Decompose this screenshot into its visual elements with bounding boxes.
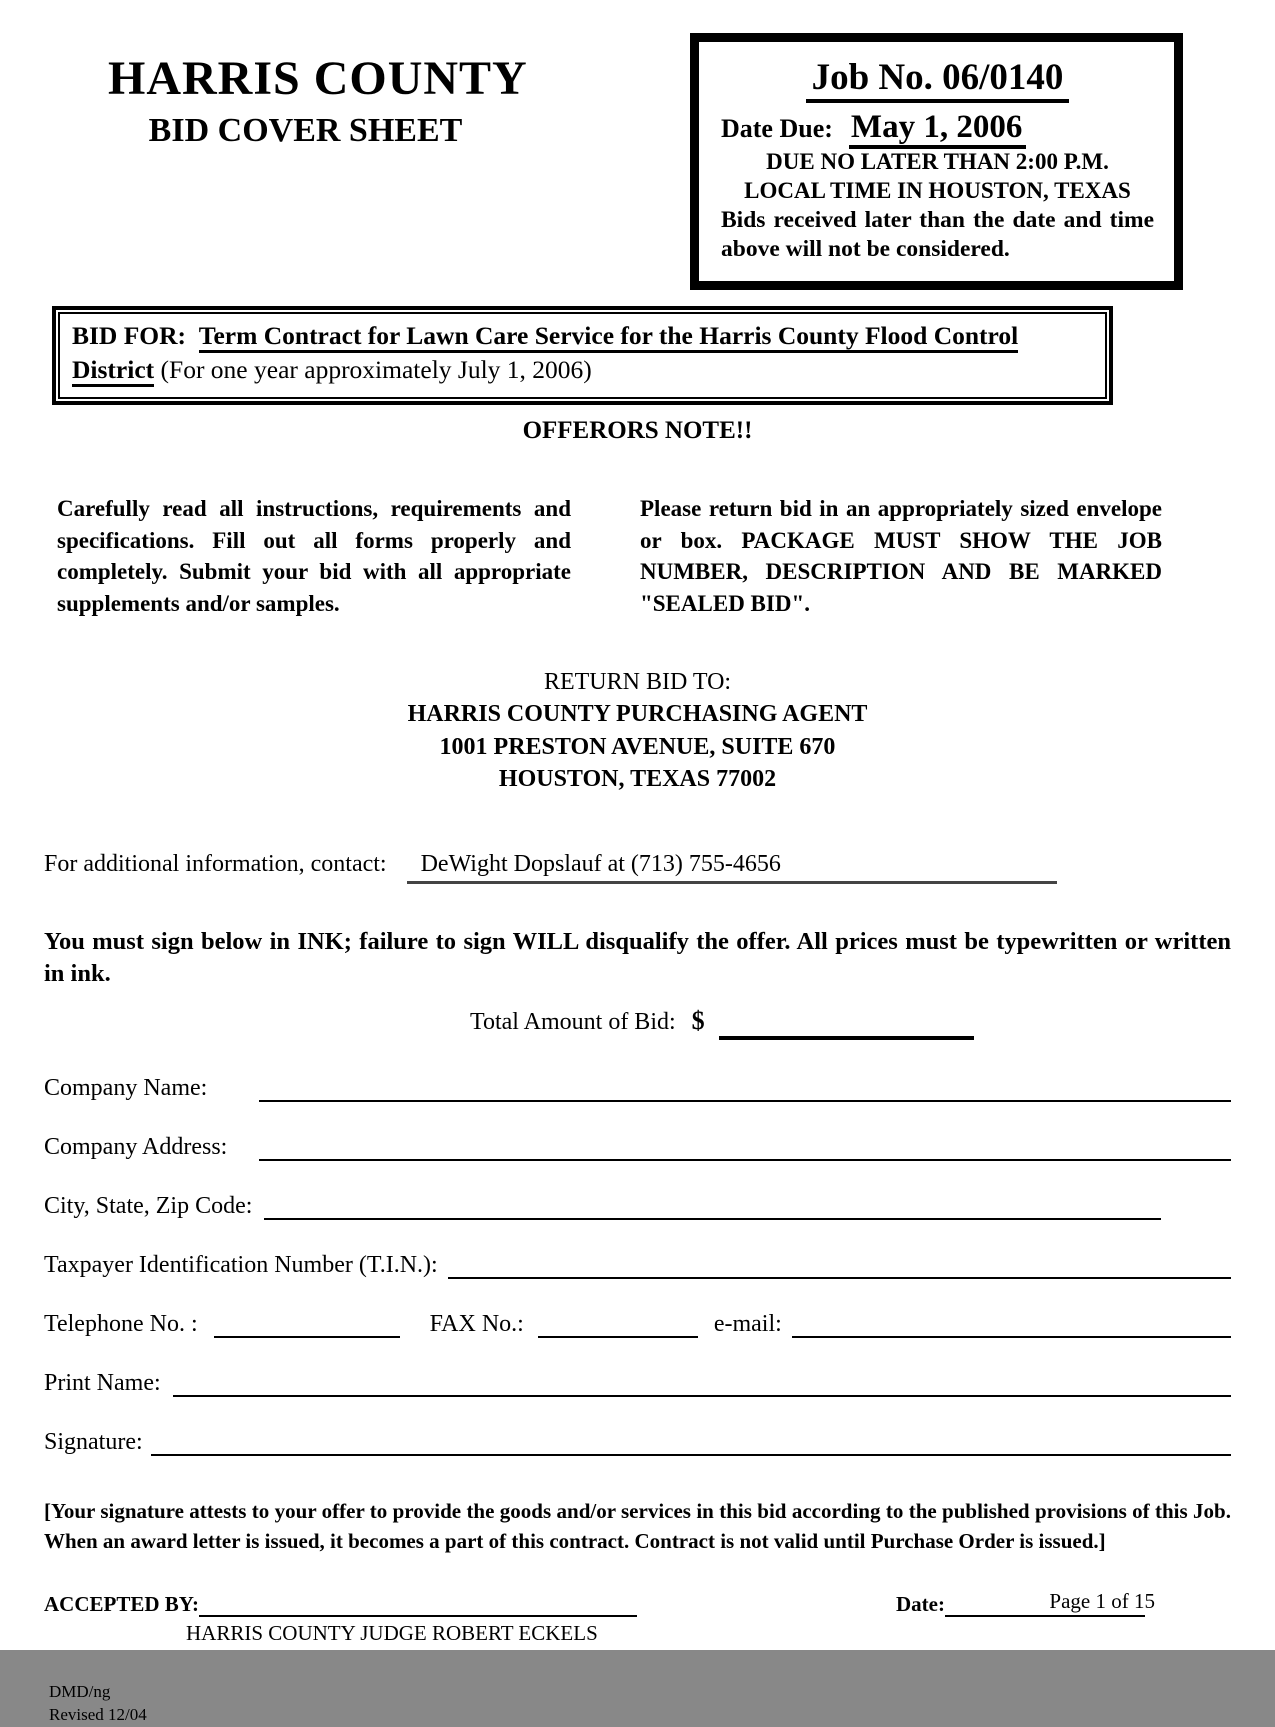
return-bid-block [0, 666, 1275, 796]
page-header [0, 33, 1275, 290]
acceptance-date-label: Date: [896, 1591, 945, 1616]
dollar-sign: $ [691, 1006, 705, 1036]
date-due-label: Date Due: [721, 114, 833, 143]
total-bid-label: Total Amount of Bid: [470, 1009, 676, 1036]
job-number-box [690, 33, 1183, 290]
due-time-line-2: LOCAL TIME IN HOUSTON, TEXAS [744, 178, 1131, 203]
contract-title: Term Contract for Lawn Care Service for the Harris County Flood Control District [72, 321, 1018, 387]
city-state-zip-label: City, State, Zip Code: [44, 1192, 253, 1219]
company-name-label: Company Name: [44, 1074, 208, 1101]
tin-row [44, 1249, 1231, 1279]
signature-row [44, 1426, 1231, 1456]
bidder-form [0, 1072, 1275, 1456]
print-name-label: Print Name: [44, 1369, 161, 1396]
contract-duration: (For one year approximately July 1, 2006) [160, 355, 592, 385]
company-name-input[interactable] [259, 1072, 1231, 1102]
document-footer [49, 1680, 1275, 1727]
acceptance-row [44, 1590, 1145, 1616]
company-address-input[interactable] [259, 1131, 1231, 1161]
accepted-by-signature-input[interactable] [199, 1590, 637, 1616]
email-label: e-mail: [713, 1310, 782, 1337]
contact-value: DeWight Dopslauf at (713) 755-4656 [407, 851, 1057, 884]
job-number: Job No. 06/0140 [721, 56, 1154, 99]
offerors-note-heading: OFFERORS NOTE!! [522, 416, 753, 444]
bid-for-box [52, 306, 1113, 405]
total-bid-input[interactable] [719, 1010, 974, 1040]
fax-label: FAX No.: [429, 1310, 524, 1337]
company-address-row [44, 1131, 1231, 1161]
total-bid-row [470, 1006, 1275, 1040]
contact-label: For additional information, contact: [44, 851, 387, 878]
email-input[interactable] [792, 1308, 1231, 1338]
company-name-row [44, 1072, 1231, 1102]
city-state-zip-row [44, 1190, 1231, 1220]
revision-mark: Revised 12/04 [49, 1705, 147, 1725]
bid-for-label: BID FOR: [72, 321, 187, 350]
city-state-zip-input[interactable] [264, 1190, 1161, 1220]
prepared-by-initials: DMD/ng [49, 1681, 111, 1701]
page-indicator: Page 1 of 15 [1049, 1589, 1155, 1613]
telephone-input[interactable] [214, 1308, 400, 1338]
print-name-input[interactable] [173, 1367, 1231, 1397]
signature-attestation: [Your signature attests to your offer to provide the goods and/or services in this bid according to the published provisions of this Job. When an award letter is issued, it becomes a part of this contract. Contract is not valid until Purchase Order is issued.] [44, 1498, 1231, 1553]
print-name-row [44, 1367, 1231, 1397]
document-title [108, 51, 528, 150]
return-address-line-1: 1001 PRESTON AVENUE, SUITE 670 [439, 733, 836, 760]
accepted-by-label: ACCEPTED BY: [44, 1591, 199, 1616]
fax-input[interactable] [538, 1308, 698, 1338]
date-due-value: May 1, 2006 [849, 109, 1026, 149]
title-line-1: HARRIS COUNTY [108, 52, 528, 105]
sign-in-ink-notice: You must sign below in INK; failure to sign WILL disqualify the offer. All prices must be typewritten or written in ink. [44, 928, 1231, 988]
telephone-label: Telephone No. : [44, 1310, 198, 1337]
contact-row [44, 851, 1275, 884]
late-bids-note: Bids received later than the date and time above will not be considered. [721, 207, 1154, 263]
packaging-paragraph: Please return bid in an appropriately sized envelope or box. PACKAGE MUST SHOW THE JOB NUMBER, DESCRIPTION AND BE MARKED "SEALED BID". [640, 495, 1162, 617]
judge-name-caption: HARRIS COUNTY JUDGE ROBERT ECKELS [186, 1620, 598, 1645]
instructions-paragraph: Carefully read all instructions, requirements and specifications. Fill out all forms properly and completely. Submit your bid with all appropriate supplements and/or samples. [57, 495, 571, 617]
offerors-note-columns [57, 493, 1162, 620]
title-line-2: BID COVER SHEET [148, 112, 463, 149]
return-recipient: HARRIS COUNTY PURCHASING AGENT [407, 701, 868, 728]
tin-label: Taxpayer Identification Number (T.I.N.): [44, 1251, 438, 1278]
signature-input[interactable] [151, 1426, 1231, 1456]
phone-fax-email-row [44, 1308, 1231, 1338]
due-time-line-1: DUE NO LATER THAN 2:00 P.M. [766, 149, 1109, 174]
bid-for-text [58, 312, 1107, 399]
date-due-row [721, 109, 1154, 146]
return-address-line-2: HOUSTON, TEXAS 77002 [498, 765, 777, 792]
signature-label: Signature: [44, 1428, 143, 1455]
company-address-label: Company Address: [44, 1133, 228, 1160]
return-bid-heading: RETURN BID TO: [543, 668, 732, 695]
tin-input[interactable] [448, 1249, 1231, 1279]
